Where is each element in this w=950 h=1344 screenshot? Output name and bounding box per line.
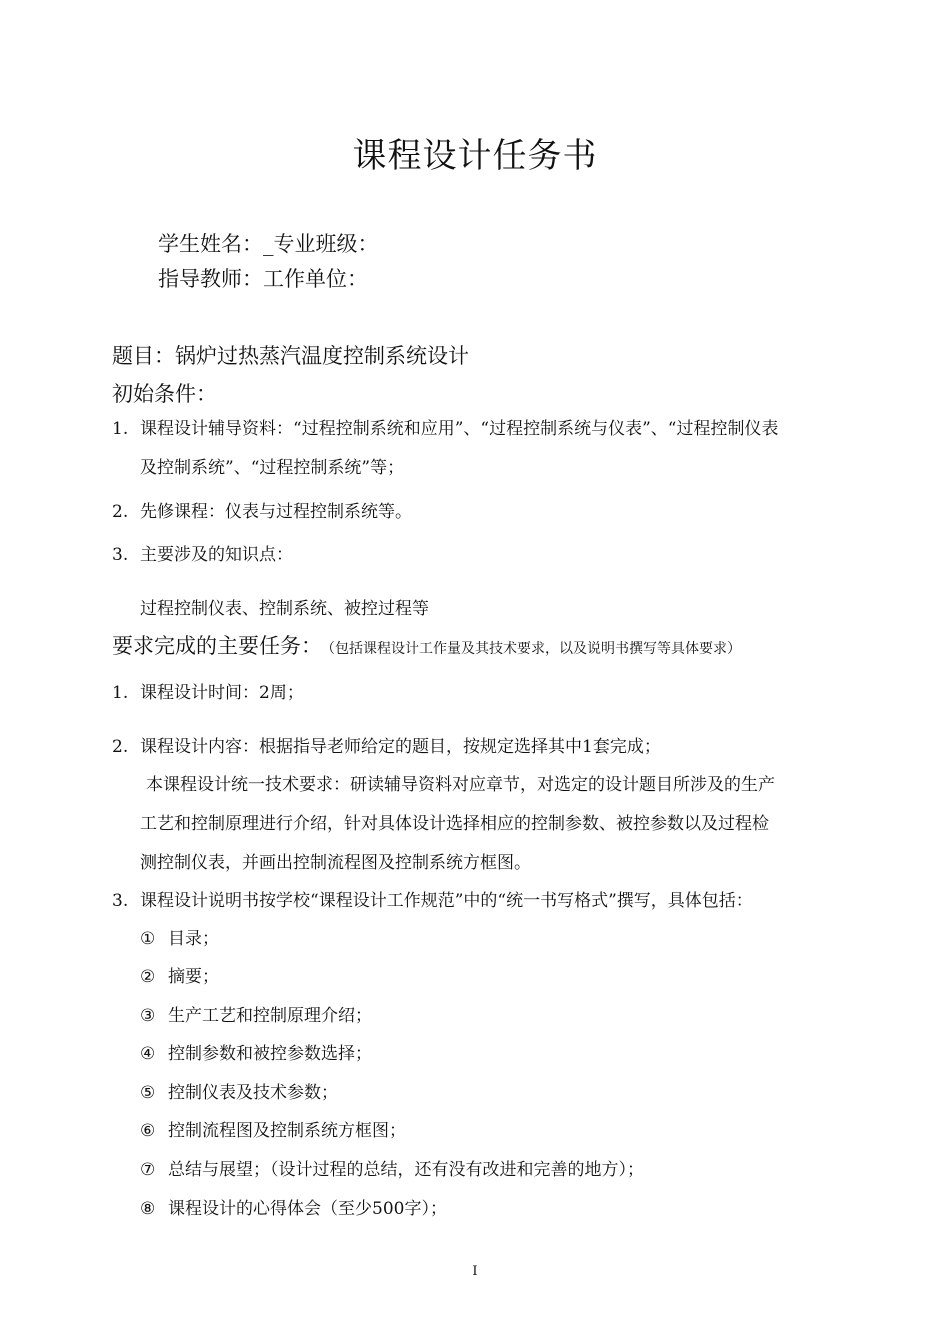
initial-conditions-heading: 初始条件：	[112, 382, 217, 406]
contents-text: 总结与展望；（设计过程的总结，还有没有改进和完善的地方）；	[168, 1160, 644, 1180]
knowledge-points: 过程控制仪表、控制系统、被控过程等	[140, 599, 429, 619]
item-number: 1.	[112, 683, 129, 703]
item-text: 主要涉及的知识点：	[140, 545, 293, 565]
tasks-heading-row	[112, 630, 741, 660]
tasks-note: （包括课程设计工作量及其技术要求，以及说明书撰写等具体要求）	[328, 641, 741, 657]
contents-item	[140, 1078, 338, 1103]
contents-item	[140, 1001, 372, 1026]
circled-number: ⑦	[140, 1160, 156, 1180]
circled-number: ④	[140, 1044, 156, 1064]
contents-text: 摘要；	[168, 967, 219, 987]
teacher-info-line: 指导教师：工作单位：	[158, 267, 368, 291]
contents-text: 控制流程图及控制系统方框图；	[168, 1121, 406, 1141]
item-text: 课程设计时间：2周；	[140, 683, 304, 703]
item-number: 1.	[112, 419, 129, 439]
tech-requirement-line: 本课程设计统一技术要求：研读辅导资料对应章节，对选定的设计题目所涉及的生产	[146, 775, 775, 795]
task-item	[112, 732, 661, 757]
task-item	[112, 886, 753, 911]
contents-item	[140, 1194, 447, 1219]
circled-number: ①	[140, 929, 156, 949]
condition-item-continuation: 及控制系统”、“过程控制系统”等；	[140, 458, 405, 478]
contents-item	[140, 1155, 644, 1180]
condition-item	[112, 414, 778, 439]
condition-item	[112, 540, 293, 565]
contents-item	[140, 924, 219, 949]
page-number: I	[472, 1264, 478, 1279]
tech-requirement-line: 工艺和控制原理进行介绍，针对具体设计选择相应的控制参数、被控参数以及过程检	[140, 814, 769, 834]
circled-number: ⑧	[140, 1199, 156, 1219]
item-number: 3.	[112, 891, 129, 911]
contents-text: 生产工艺和控制原理介绍；	[168, 1006, 372, 1026]
contents-text: 控制仪表及技术参数；	[168, 1083, 338, 1103]
circled-number: ⑤	[140, 1083, 156, 1103]
tech-requirement-line: 测控制仪表，并画出控制流程图及控制系统方框图。	[140, 853, 531, 873]
student-info-line: 学生姓名：_专业班级：	[158, 232, 379, 256]
contents-text: 控制参数和被控参数选择；	[168, 1044, 372, 1064]
circled-number: ③	[140, 1006, 156, 1026]
item-number: 2.	[112, 502, 129, 522]
item-number: 3.	[112, 545, 129, 565]
item-text: 先修课程：仪表与过程控制系统等。	[140, 502, 412, 522]
item-text: 课程设计辅导资料：“过程控制系统和应用”、“过程控制系统与仪表”、“过程控制仪表	[140, 419, 779, 439]
circled-number: ②	[140, 967, 156, 987]
contents-item	[140, 1116, 406, 1141]
contents-item	[140, 962, 219, 987]
item-number: 2.	[112, 737, 129, 757]
tasks-heading: 要求完成的主要任务：	[112, 634, 322, 658]
contents-item	[140, 1039, 372, 1064]
contents-text: 目录；	[168, 929, 219, 949]
topic-line: 题目：锅炉过热蒸汽温度控制系统设计	[112, 344, 469, 368]
item-text: 课程设计内容：根据指导老师给定的题目，按规定选择其中1套完成；	[140, 737, 661, 757]
contents-text: 课程设计的心得体会（至少500字）；	[168, 1199, 447, 1219]
page-title: 课程设计任务书	[352, 136, 598, 176]
circled-number: ⑥	[140, 1121, 156, 1141]
task-item	[112, 678, 304, 703]
item-text: 课程设计说明书按学校“课程设计工作规范”中的“统一书写格式”撰写，具体包括：	[140, 891, 753, 911]
condition-item	[112, 497, 412, 522]
